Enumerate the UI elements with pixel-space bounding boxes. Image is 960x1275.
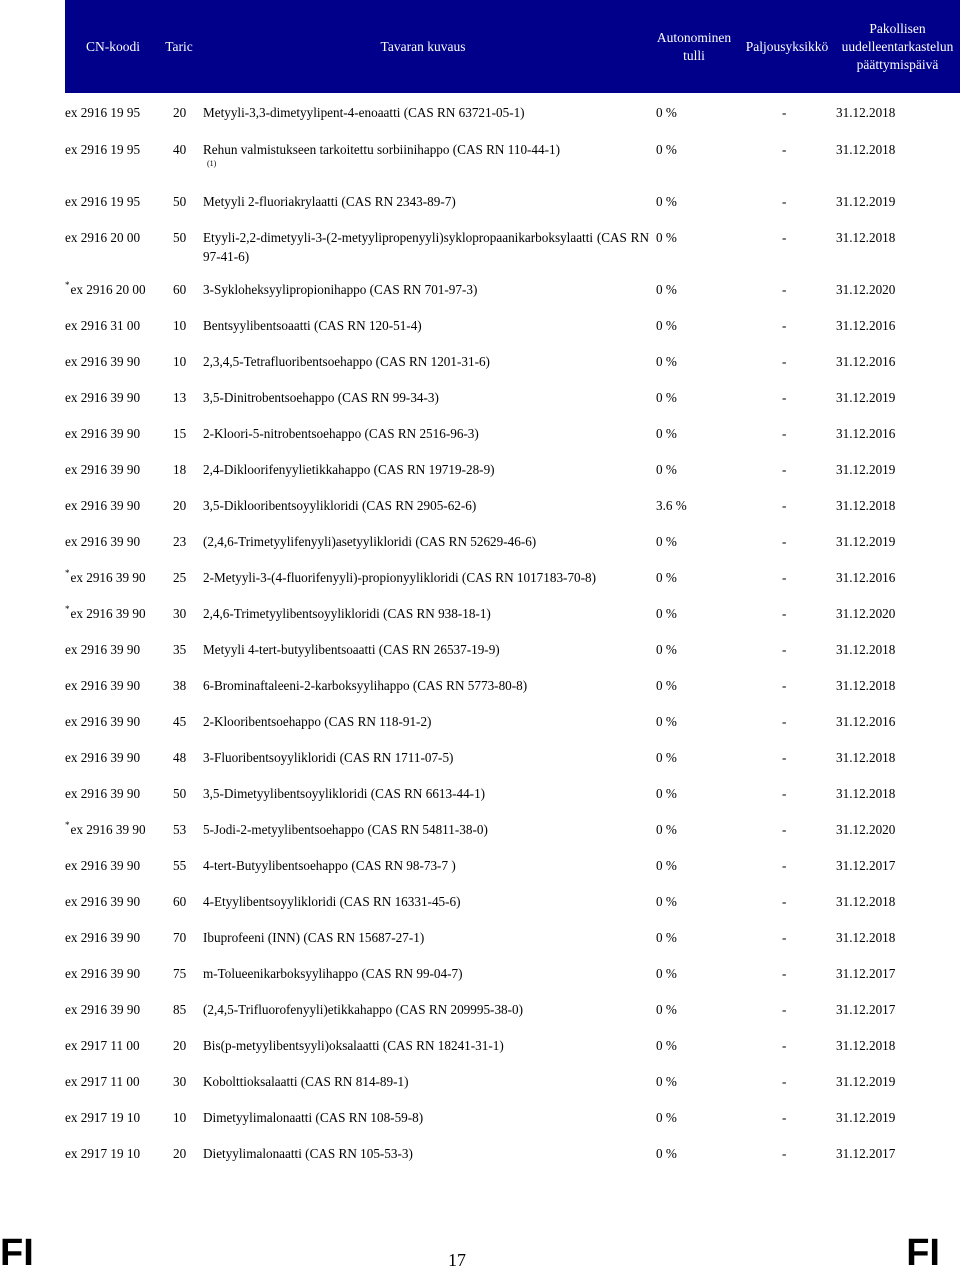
description-text: Kobolttioksalaatti (CAS RN 814-89-1) — [203, 1074, 409, 1089]
cn-code-cell — [65, 820, 161, 841]
supplementary-unit-cell: - — [782, 570, 787, 585]
supplementary-unit-cell: - — [782, 390, 787, 405]
description-text: Bentsyylibentsoaatti (CAS RN 120-51-4) — [203, 318, 422, 333]
supplementary-unit-cell: - — [782, 930, 787, 945]
review-date-cell: 31.12.2018 — [836, 142, 896, 157]
description-cell — [203, 712, 649, 731]
cn-code-cell — [65, 928, 161, 947]
cn-code-text: ex 2916 39 90 — [65, 534, 141, 549]
cn-code-text: ex 2916 39 90 — [65, 390, 141, 405]
description-cell — [203, 352, 649, 371]
review-date-cell: 31.12.2016 — [836, 570, 896, 585]
cn-code-text: ex 2916 19 95 — [65, 194, 141, 209]
cn-code-text: ex 2917 11 00 — [65, 1038, 140, 1053]
description-cell — [203, 604, 649, 623]
taric-cell: 50 — [173, 786, 187, 801]
autonomous-duty-cell: 0 % — [656, 678, 677, 693]
review-date-cell: 31.12.2018 — [836, 105, 896, 120]
cn-code-text: ex 2916 39 90 — [65, 858, 141, 873]
supplementary-unit-cell: - — [782, 105, 787, 120]
autonomous-duty-cell: 0 % — [656, 390, 677, 405]
review-date-cell: 31.12.2018 — [836, 678, 896, 693]
taric-cell: 25 — [173, 570, 187, 585]
description-text: 2,4,6-Trimetyylibentsoyylikloridi (CAS RN 938-18-1) — [203, 606, 491, 621]
description-text: m-Tolueenikarboksyylihappo (CAS RN 99-04-7) — [203, 966, 463, 981]
supplementary-unit-cell: - — [782, 786, 787, 801]
cn-code-text: ex 2916 39 90 — [70, 606, 146, 621]
description-cell — [203, 1108, 649, 1127]
cn-code-text: ex 2917 19 10 — [65, 1146, 141, 1161]
review-date-cell: 31.12.2018 — [836, 786, 896, 801]
cn-code-cell — [65, 316, 161, 335]
taric-cell: 55 — [173, 858, 187, 873]
autonomous-duty-cell: 0 % — [656, 1074, 677, 1089]
cn-code-text: ex 2916 39 90 — [65, 714, 141, 729]
autonomous-duty-cell: 0 % — [656, 786, 677, 801]
review-date-cell: 31.12.2019 — [836, 194, 896, 209]
cn-code-text: ex 2917 19 10 — [65, 1110, 141, 1125]
cn-code-cell — [65, 460, 161, 479]
revision-star-marker: * — [65, 604, 70, 614]
cn-code-text: ex 2917 11 00 — [65, 1074, 140, 1089]
taric-cell: 60 — [173, 894, 187, 909]
autonomous-duty-cell: 0 % — [656, 858, 677, 873]
review-date-cell: 31.12.2016 — [836, 318, 896, 333]
description-cell — [203, 228, 649, 266]
cn-code-text: ex 2916 39 90 — [65, 642, 141, 657]
taric-cell: 20 — [173, 105, 187, 120]
description-text: Etyyli-2,2-dimetyyli-3-(2-metyylipropenyyli)syklopropaanikarboksylaatti (CAS RN 97-41-6) — [203, 230, 649, 264]
review-date-cell: 31.12.2017 — [836, 1002, 896, 1017]
taric-cell: 10 — [173, 354, 187, 369]
description-cell — [203, 676, 649, 695]
cn-code-cell — [65, 532, 161, 551]
revision-star-marker: * — [65, 568, 70, 578]
description-text: Dietyylimalonaatti (CAS RN 105-53-3) — [203, 1146, 413, 1161]
description-text: 5-Jodi-2-metyylibentsoehappo (CAS RN 54811-38-0) — [203, 822, 488, 837]
cn-code-cell — [65, 228, 161, 247]
cn-code-text: ex 2916 19 95 — [65, 142, 141, 157]
autonomous-duty-cell: 0 % — [656, 714, 677, 729]
taric-cell: 45 — [173, 714, 187, 729]
taric-cell: 60 — [173, 282, 187, 297]
supplementary-unit-cell: - — [782, 354, 787, 369]
review-date-cell: 31.12.2020 — [836, 282, 896, 297]
supplementary-unit-cell: - — [782, 714, 787, 729]
review-date-cell: 31.12.2019 — [836, 462, 896, 477]
taric-cell: 23 — [173, 534, 187, 549]
taric-cell: 53 — [173, 822, 187, 837]
cn-code-cell — [65, 352, 161, 371]
taric-cell: 15 — [173, 426, 187, 441]
review-date-cell: 31.12.2019 — [836, 390, 896, 405]
taric-cell: 30 — [173, 606, 187, 621]
review-date-cell: 31.12.2018 — [836, 642, 896, 657]
footer-language-left: FI — [0, 1232, 34, 1274]
supplementary-unit-cell: - — [782, 1110, 787, 1125]
description-cell — [203, 640, 649, 659]
description-cell — [203, 1072, 649, 1091]
supplementary-unit-cell: - — [782, 194, 787, 209]
autonomous-duty-cell: 0 % — [656, 230, 677, 245]
description-text: (2,4,6-Trimetyylifenyyli)asetyylikloridi (CAS RN 52629-46-6) — [203, 534, 537, 549]
review-date-cell: 31.12.2018 — [836, 1038, 896, 1053]
header-description: Tavaran kuvaus — [380, 38, 466, 54]
description-cell — [203, 388, 649, 407]
taric-cell: 10 — [173, 318, 187, 333]
cn-code-cell — [65, 676, 161, 695]
cn-code-cell — [65, 1072, 161, 1091]
cn-code-text: ex 2916 31 00 — [65, 318, 141, 333]
taric-cell: 20 — [173, 498, 187, 513]
cn-code-cell — [65, 424, 161, 443]
description-text: 3-Sykloheksyylipropionihappo (CAS RN 701-97-3) — [203, 282, 478, 297]
supplementary-unit-cell: - — [782, 318, 787, 333]
review-date-cell: 31.12.2018 — [836, 894, 896, 909]
description-cell — [203, 532, 649, 551]
description-cell — [203, 964, 649, 983]
autonomous-duty-cell: 0 % — [656, 354, 677, 369]
supplementary-unit-cell: - — [782, 1074, 787, 1089]
description-text: (2,4,5-Trifluorofenyyli)etikkahappo (CAS RN 209995-38-0) — [203, 1002, 524, 1017]
supplementary-unit-cell: - — [782, 966, 787, 981]
taric-cell: 40 — [173, 142, 187, 157]
description-text: 4-Etyylibentsoyylikloridi (CAS RN 16331-45-6) — [203, 894, 461, 909]
autonomous-duty-cell: 3.6 % — [656, 498, 687, 513]
description-text: 2-Klooribentsoehappo (CAS RN 118-91-2) — [203, 714, 432, 729]
supplementary-unit-cell: - — [782, 462, 787, 477]
autonomous-duty-cell: 0 % — [656, 1110, 677, 1125]
description-text: Dimetyylimalonaatti (CAS RN 108-59-8) — [203, 1110, 424, 1125]
description-text: Metyyli 2-fluoriakrylaatti (CAS RN 2343-89-7) — [203, 194, 456, 209]
cn-code-cell — [65, 712, 161, 731]
description-cell — [203, 1036, 649, 1055]
autonomous-duty-cell: 0 % — [656, 142, 677, 157]
cn-code-text: ex 2916 39 90 — [65, 498, 141, 513]
description-cell — [203, 496, 649, 515]
description-cell — [203, 1000, 649, 1019]
description-text: 3,5-Dimetyylibentsoyylikloridi (CAS RN 6613-44-1) — [203, 786, 486, 801]
supplementary-unit-cell: - — [782, 606, 787, 621]
review-date-cell: 31.12.2019 — [836, 1074, 896, 1089]
header-taric: Taric — [165, 38, 193, 54]
supplementary-unit-cell: - — [782, 1146, 787, 1161]
cn-code-cell — [65, 892, 161, 911]
description-text: 4-tert-Butyylibentsoehappo (CAS RN 98-73-7 ) — [203, 858, 456, 873]
autonomous-duty-cell: 0 % — [656, 1146, 677, 1161]
cn-code-cell — [65, 748, 161, 767]
autonomous-duty-cell: 0 % — [656, 426, 677, 441]
description-cell — [203, 460, 649, 479]
description-text: 2,4-Dikloorifenyylietikkahappo (CAS RN 19719-28-9) — [203, 462, 495, 477]
header-cn-code: CN-koodi — [86, 38, 140, 54]
autonomous-duty-cell: 0 % — [656, 966, 677, 981]
cn-code-cell — [65, 280, 161, 301]
review-date-cell: 31.12.2019 — [836, 534, 896, 549]
description-text: 6-Brominaftaleeni-2-karboksyylihappo (CAS RN 5773-80-8) — [203, 678, 528, 693]
description-cell — [203, 748, 649, 767]
cn-code-cell — [65, 1144, 161, 1163]
cn-code-cell — [65, 1000, 161, 1019]
cn-code-text: ex 2916 39 90 — [65, 750, 141, 765]
header-supplementary-unit: Paljousyksikkö — [745, 38, 829, 54]
taric-cell: 18 — [173, 462, 187, 477]
cn-code-cell — [65, 964, 161, 983]
description-text: Metyyli-3,3-dimetyylipent-4-enoaatti (CAS RN 63721-05-1) — [203, 105, 525, 120]
taric-cell: 30 — [173, 1074, 187, 1089]
autonomous-duty-cell: 0 % — [656, 534, 677, 549]
autonomous-duty-cell: 0 % — [656, 318, 677, 333]
autonomous-duty-cell: 0 % — [656, 105, 677, 120]
taric-cell: 50 — [173, 230, 187, 245]
description-cell — [203, 568, 649, 587]
description-cell — [203, 424, 649, 443]
cn-code-text: ex 2916 39 90 — [65, 966, 141, 981]
supplementary-unit-cell: - — [782, 822, 787, 837]
supplementary-unit-cell: - — [782, 894, 787, 909]
supplementary-unit-cell: - — [782, 1002, 787, 1017]
taric-cell: 38 — [173, 678, 187, 693]
autonomous-duty-cell: 0 % — [656, 930, 677, 945]
supplementary-unit-cell: - — [782, 426, 787, 441]
supplementary-unit-cell: - — [782, 750, 787, 765]
cn-code-cell — [65, 1036, 161, 1055]
cn-code-cell — [65, 1108, 161, 1127]
cn-code-text: ex 2916 39 90 — [65, 786, 141, 801]
cn-code-cell — [65, 856, 161, 875]
review-date-cell: 31.12.2018 — [836, 230, 896, 245]
autonomous-duty-cell: 0 % — [656, 282, 677, 297]
cn-code-text: ex 2916 39 90 — [70, 822, 146, 837]
footer-page-number: 17 — [448, 1250, 466, 1270]
cn-code-cell — [65, 784, 161, 803]
cn-code-text: ex 2916 39 90 — [65, 894, 141, 909]
description-cell — [203, 280, 649, 299]
cn-code-text: ex 2916 39 90 — [65, 354, 141, 369]
review-date-cell: 31.12.2018 — [836, 498, 896, 513]
taric-cell: 85 — [173, 1002, 187, 1017]
taric-cell: 35 — [173, 642, 187, 657]
cn-code-cell — [65, 568, 161, 589]
cn-code-cell — [65, 388, 161, 407]
cn-code-cell — [65, 103, 161, 122]
cn-code-text: ex 2916 19 95 — [65, 105, 141, 120]
description-cell — [203, 316, 649, 335]
description-text: Bis(p-metyylibentsyyli)oksalaatti (CAS RN 18241-31-1) — [203, 1038, 504, 1053]
supplementary-unit-cell: - — [782, 858, 787, 873]
supplementary-unit-cell: - — [782, 1038, 787, 1053]
review-date-cell: 31.12.2017 — [836, 966, 896, 981]
autonomous-duty-cell: 0 % — [656, 194, 677, 209]
revision-star-marker: * — [65, 820, 70, 830]
description-cell — [203, 892, 649, 911]
review-date-cell: 31.12.2017 — [836, 1146, 896, 1161]
header-autonomous-duty: Autonominen tulli — [656, 29, 732, 63]
cn-code-text: ex 2916 39 90 — [70, 570, 146, 585]
supplementary-unit-cell: - — [782, 534, 787, 549]
description-cell — [203, 192, 649, 211]
cn-code-text: ex 2916 39 90 — [65, 678, 141, 693]
description-text: 2-Metyyli-3-(4-fluorifenyyli)-propionyylikloridi (CAS RN 1017183-70-8) — [203, 570, 597, 585]
description-cell — [203, 784, 649, 803]
description-text: 2-Kloori-5-nitrobentsoehappo (CAS RN 2516-96-3) — [203, 426, 479, 441]
cn-code-cell — [65, 192, 161, 211]
cn-code-text: ex 2916 20 00 — [65, 230, 141, 245]
supplementary-unit-cell: - — [782, 678, 787, 693]
autonomous-duty-cell: 0 % — [656, 1038, 677, 1053]
autonomous-duty-cell: 0 % — [656, 822, 677, 837]
description-cell — [203, 140, 649, 169]
taric-cell: 50 — [173, 194, 187, 209]
supplementary-unit-cell: - — [782, 642, 787, 657]
autonomous-duty-cell: 0 % — [656, 750, 677, 765]
autonomous-duty-cell: 0 % — [656, 462, 677, 477]
review-date-cell: 31.12.2019 — [836, 1110, 896, 1125]
review-date-cell: 31.12.2020 — [836, 822, 896, 837]
revision-star-marker: * — [65, 280, 70, 290]
supplementary-unit-cell: - — [782, 498, 787, 513]
footnote-marker: (1) — [207, 159, 217, 168]
taric-cell: 10 — [173, 1110, 187, 1125]
autonomous-duty-cell: 0 % — [656, 894, 677, 909]
cn-code-cell — [65, 604, 161, 625]
description-cell — [203, 856, 649, 875]
cn-code-text: ex 2916 20 00 — [70, 282, 146, 297]
description-text: 2,3,4,5-Tetrafluoribentsoehappo (CAS RN 1201-31-6) — [203, 354, 490, 369]
taric-cell: 70 — [173, 930, 187, 945]
review-date-cell: 31.12.2017 — [836, 858, 896, 873]
table-header — [65, 0, 960, 93]
taric-cell: 20 — [173, 1038, 187, 1053]
taric-cell: 75 — [173, 966, 187, 981]
description-text: 3,5-Dinitrobentsoehappo (CAS RN 99-34-3) — [203, 390, 439, 405]
description-text: Metyyli 4-tert-butyylibentsoaatti (CAS RN 26537-19-9) — [203, 642, 500, 657]
review-date-cell: 31.12.2018 — [836, 930, 896, 945]
cn-code-cell — [65, 496, 161, 515]
autonomous-duty-cell: 0 % — [656, 570, 677, 585]
cn-code-cell — [65, 640, 161, 659]
header-review-date: Pakollisen uudelleentarkastelun päättymispäivä — [841, 20, 954, 72]
description-cell — [203, 928, 649, 947]
description-text: Ibuprofeeni (INN) (CAS RN 15687-27-1) — [203, 930, 425, 945]
supplementary-unit-cell: - — [782, 282, 787, 297]
autonomous-duty-cell: 0 % — [656, 642, 677, 657]
cn-code-text: ex 2916 39 90 — [65, 930, 141, 945]
description-text: Rehun valmistukseen tarkoitettu sorbiinihappo (CAS RN 110-44-1) — [203, 142, 560, 157]
cn-code-text: ex 2916 39 90 — [65, 462, 141, 477]
taric-cell: 48 — [173, 750, 187, 765]
description-cell — [203, 103, 649, 122]
review-date-cell: 31.12.2016 — [836, 426, 896, 441]
description-cell — [203, 1144, 649, 1163]
description-text: 3-Fluoribentsoyylikloridi (CAS RN 1711-07-5) — [203, 750, 454, 765]
cn-code-text: ex 2916 39 90 — [65, 1002, 141, 1017]
review-date-cell: 31.12.2020 — [836, 606, 896, 621]
review-date-cell: 31.12.2018 — [836, 750, 896, 765]
description-cell — [203, 820, 649, 839]
footer-language-right: FI — [906, 1232, 940, 1274]
description-text: 3,5-Diklooribentsoyylikloridi (CAS RN 2905-62-6) — [203, 498, 477, 513]
taric-cell: 20 — [173, 1146, 187, 1161]
supplementary-unit-cell: - — [782, 230, 787, 245]
autonomous-duty-cell: 0 % — [656, 606, 677, 621]
taric-cell: 13 — [173, 390, 187, 405]
cn-code-cell — [65, 140, 161, 159]
cn-code-text: ex 2916 39 90 — [65, 426, 141, 441]
review-date-cell: 31.12.2016 — [836, 714, 896, 729]
supplementary-unit-cell: - — [782, 142, 787, 157]
review-date-cell: 31.12.2016 — [836, 354, 896, 369]
autonomous-duty-cell: 0 % — [656, 1002, 677, 1017]
